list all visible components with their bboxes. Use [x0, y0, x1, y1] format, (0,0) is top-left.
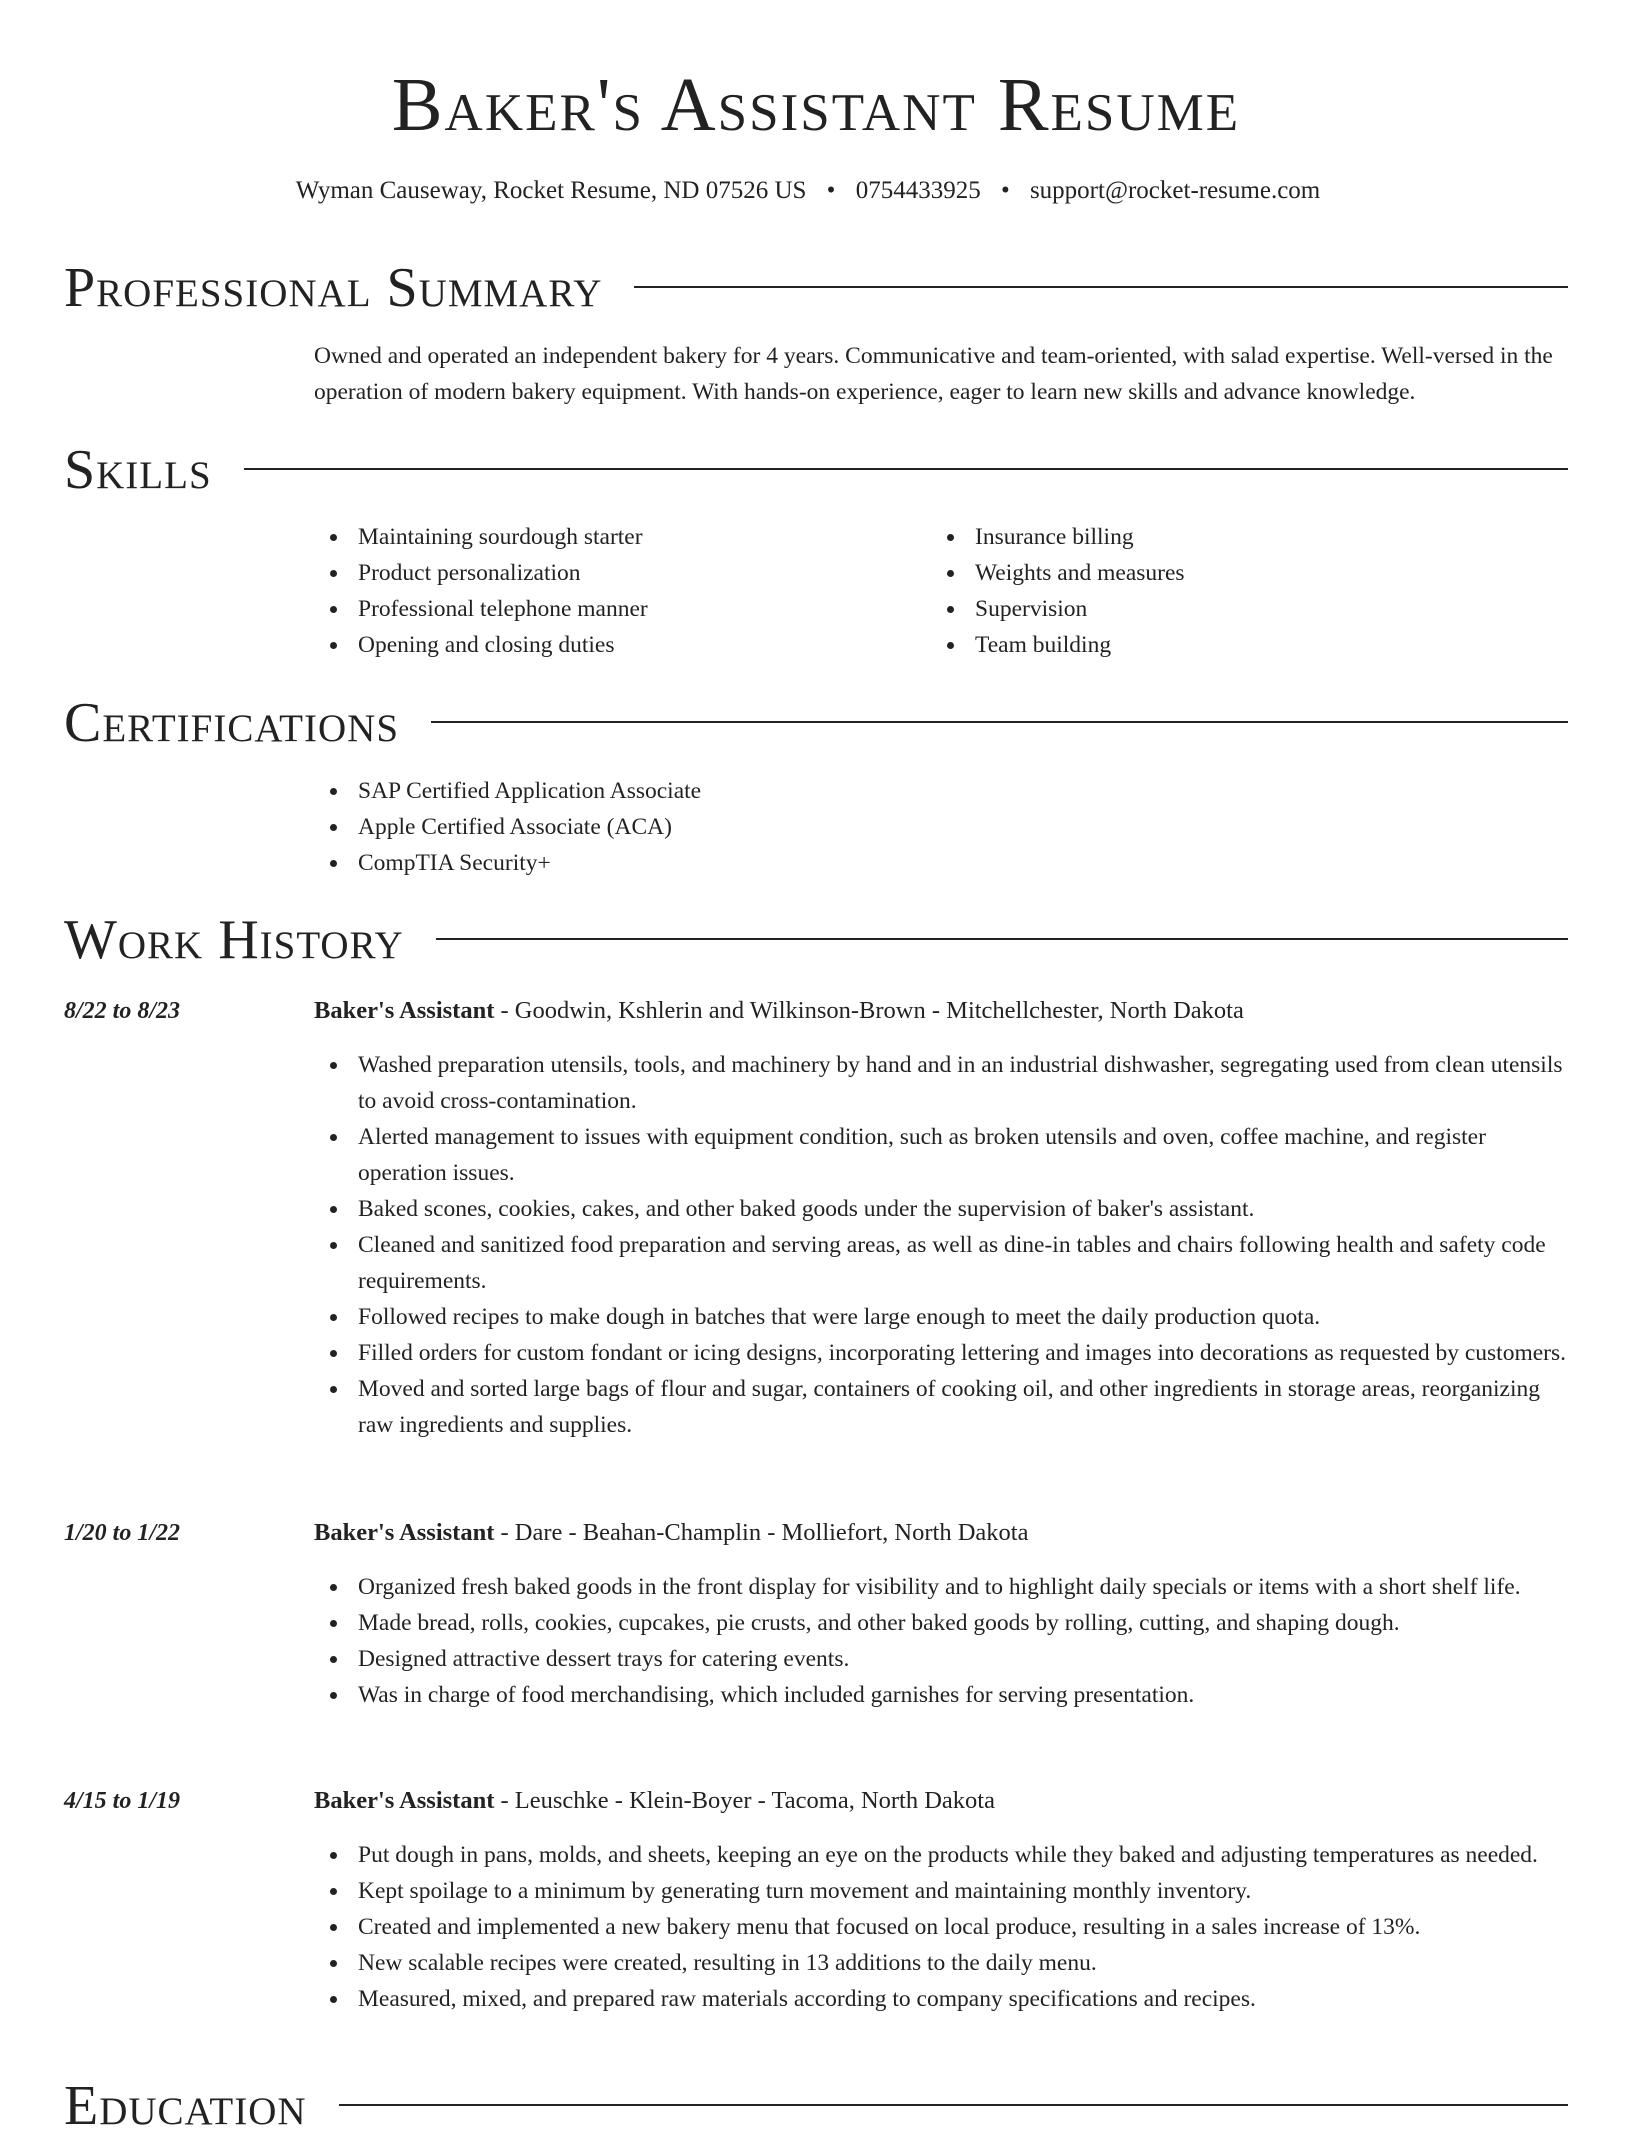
duty-item: Cleaned and sanitized food preparation and serving areas, as well as dine-in tables and chairs following health and safety code requirements.: [314, 1227, 1568, 1299]
job-role: Baker's Assistant: [314, 1787, 495, 1814]
contact-address: Wyman Causeway, Rocket Resume, ND 07526 US: [295, 177, 807, 204]
certifications-column: [314, 773, 1214, 881]
certification-item: Apple Certified Associate (ACA): [314, 809, 1214, 845]
job-dates: 1/20 to 1/22: [64, 1520, 181, 1546]
skill-item: Team building: [931, 627, 1531, 663]
skill-item: Insurance billing: [931, 519, 1531, 555]
job-details: - Leuschke - Klein-Boyer - Tacoma, North Dakota: [494, 1787, 995, 1814]
certifications-list: [314, 773, 1214, 881]
duty-list: [314, 1837, 1568, 2017]
job-details: - Dare - Beahan-Champlin - Molliefort, North Dakota: [494, 1519, 1029, 1546]
job-header: [314, 993, 1568, 1029]
job-header: [314, 1783, 1568, 1819]
certification-item: CompTIA Security+: [314, 845, 1214, 881]
job-dates: 4/15 to 1/19: [64, 1788, 181, 1814]
job-duties: [314, 1047, 1568, 1443]
skills-column-left: [314, 519, 914, 663]
duty-item: Baked scones, cookies, cakes, and other baked goods under the supervision of baker's assistant.: [314, 1191, 1568, 1227]
duty-item: Designed attractive dessert trays for catering events.: [314, 1641, 1568, 1677]
duty-item: Followed recipes to make dough in batches that were large enough to meet the daily production quota.: [314, 1299, 1568, 1335]
section-title: Work History: [64, 909, 404, 971]
duty-list: [314, 1569, 1568, 1713]
section-title: Skills: [64, 439, 212, 501]
skills-list: [931, 519, 1531, 663]
section-certifications-heading: [64, 691, 1568, 755]
duty-item: Washed preparation utensils, tools, and machinery by hand and in an industrial dishwasher, segregating used from clean utensils to avoid cross-contamination.: [314, 1047, 1568, 1119]
skill-item: Supervision: [931, 591, 1531, 627]
contact-separator: •: [1000, 177, 1010, 204]
duty-item: Created and implemented a new bakery menu that focused on local produce, resulting in a sales increase of 13%.: [314, 1909, 1568, 1945]
section-title: Professional Summary: [64, 257, 603, 319]
contact-email[interactable]: support@rocket-resume.com: [1029, 177, 1321, 204]
section-title: Certifications: [64, 692, 400, 754]
duty-item: Moved and sorted large bags of flour and sugar, containers of cooking oil, and other ingredients in storage areas, reorganizing raw ingredients and supplies.: [314, 1371, 1568, 1443]
skill-item: Professional telephone manner: [314, 591, 914, 627]
duty-item: Measured, mixed, and prepared raw materials according to company specifications and recipes.: [314, 1981, 1568, 2017]
skill-item: Weights and measures: [931, 555, 1531, 591]
resume-title: Baker's Assistant Resume: [391, 63, 1241, 147]
duty-item: Kept spoilage to a minimum by generating turn movement and maintaining monthly inventory.: [314, 1873, 1568, 1909]
duty-item: Made bread, rolls, cookies, cupcakes, pie crusts, and other baked goods by rolling, cutting, and shaping dough.: [314, 1605, 1568, 1641]
duty-item: Filled orders for custom fondant or icing designs, incorporating lettering and images into decorations as requested by customers.: [314, 1335, 1568, 1371]
section-work-heading: [64, 908, 1568, 972]
section-divider: [244, 468, 1568, 470]
summary-text: Owned and operated an independent bakery for 4 years. Communicative and team-oriented, with salad expertise. Well-versed in the operation of modern bakery equipment. With hands-on experience, eager to learn new skills and advance knowledge.: [314, 343, 1553, 405]
section-divider: [431, 721, 1568, 723]
job-details: - Goodwin, Kshlerin and Wilkinson-Brown - Mitchellchester, North Dakota: [494, 997, 1244, 1024]
duty-item: Was in charge of food merchandising, which included garnishes for serving presentation.: [314, 1677, 1568, 1713]
job-role: Baker's Assistant: [314, 1519, 495, 1546]
contact-line: [0, 175, 1616, 207]
section-divider: [634, 286, 1568, 288]
job-duties: [314, 1837, 1568, 2017]
duty-item: New scalable recipes were created, resulting in 13 additions to the daily menu.: [314, 1945, 1568, 1981]
skill-item: Maintaining sourdough starter: [314, 519, 914, 555]
section-skills-heading: [64, 438, 1568, 502]
skill-item: Product personalization: [314, 555, 914, 591]
job-duties: [314, 1569, 1568, 1713]
job-dates: 8/22 to 8/23: [64, 998, 181, 1024]
duty-item: Put dough in pans, molds, and sheets, keeping an eye on the products while they baked and adjusting temperatures as needed.: [314, 1837, 1568, 1873]
section-summary-heading: [64, 256, 1568, 320]
section-divider: [339, 2104, 1568, 2106]
duty-item: Alerted management to issues with equipment condition, such as broken utensils and oven, coffee machine, and register operation issues.: [314, 1119, 1568, 1191]
job-role: Baker's Assistant: [314, 997, 495, 1024]
skills-column-right: [931, 519, 1531, 663]
job-header: [314, 1515, 1568, 1551]
section-title: Education: [64, 2075, 307, 2137]
skills-list: [314, 519, 914, 663]
skill-item: Opening and closing duties: [314, 627, 914, 663]
duty-item: Organized fresh baked goods in the front display for visibility and to highlight daily specials or items with a short shelf life.: [314, 1569, 1568, 1605]
contact-separator: •: [826, 177, 836, 204]
contact-phone: 0754433925: [855, 177, 981, 204]
duty-list: [314, 1047, 1568, 1443]
certification-item: SAP Certified Application Associate: [314, 773, 1214, 809]
section-divider: [436, 938, 1568, 940]
section-education-heading: [64, 2074, 1568, 2138]
